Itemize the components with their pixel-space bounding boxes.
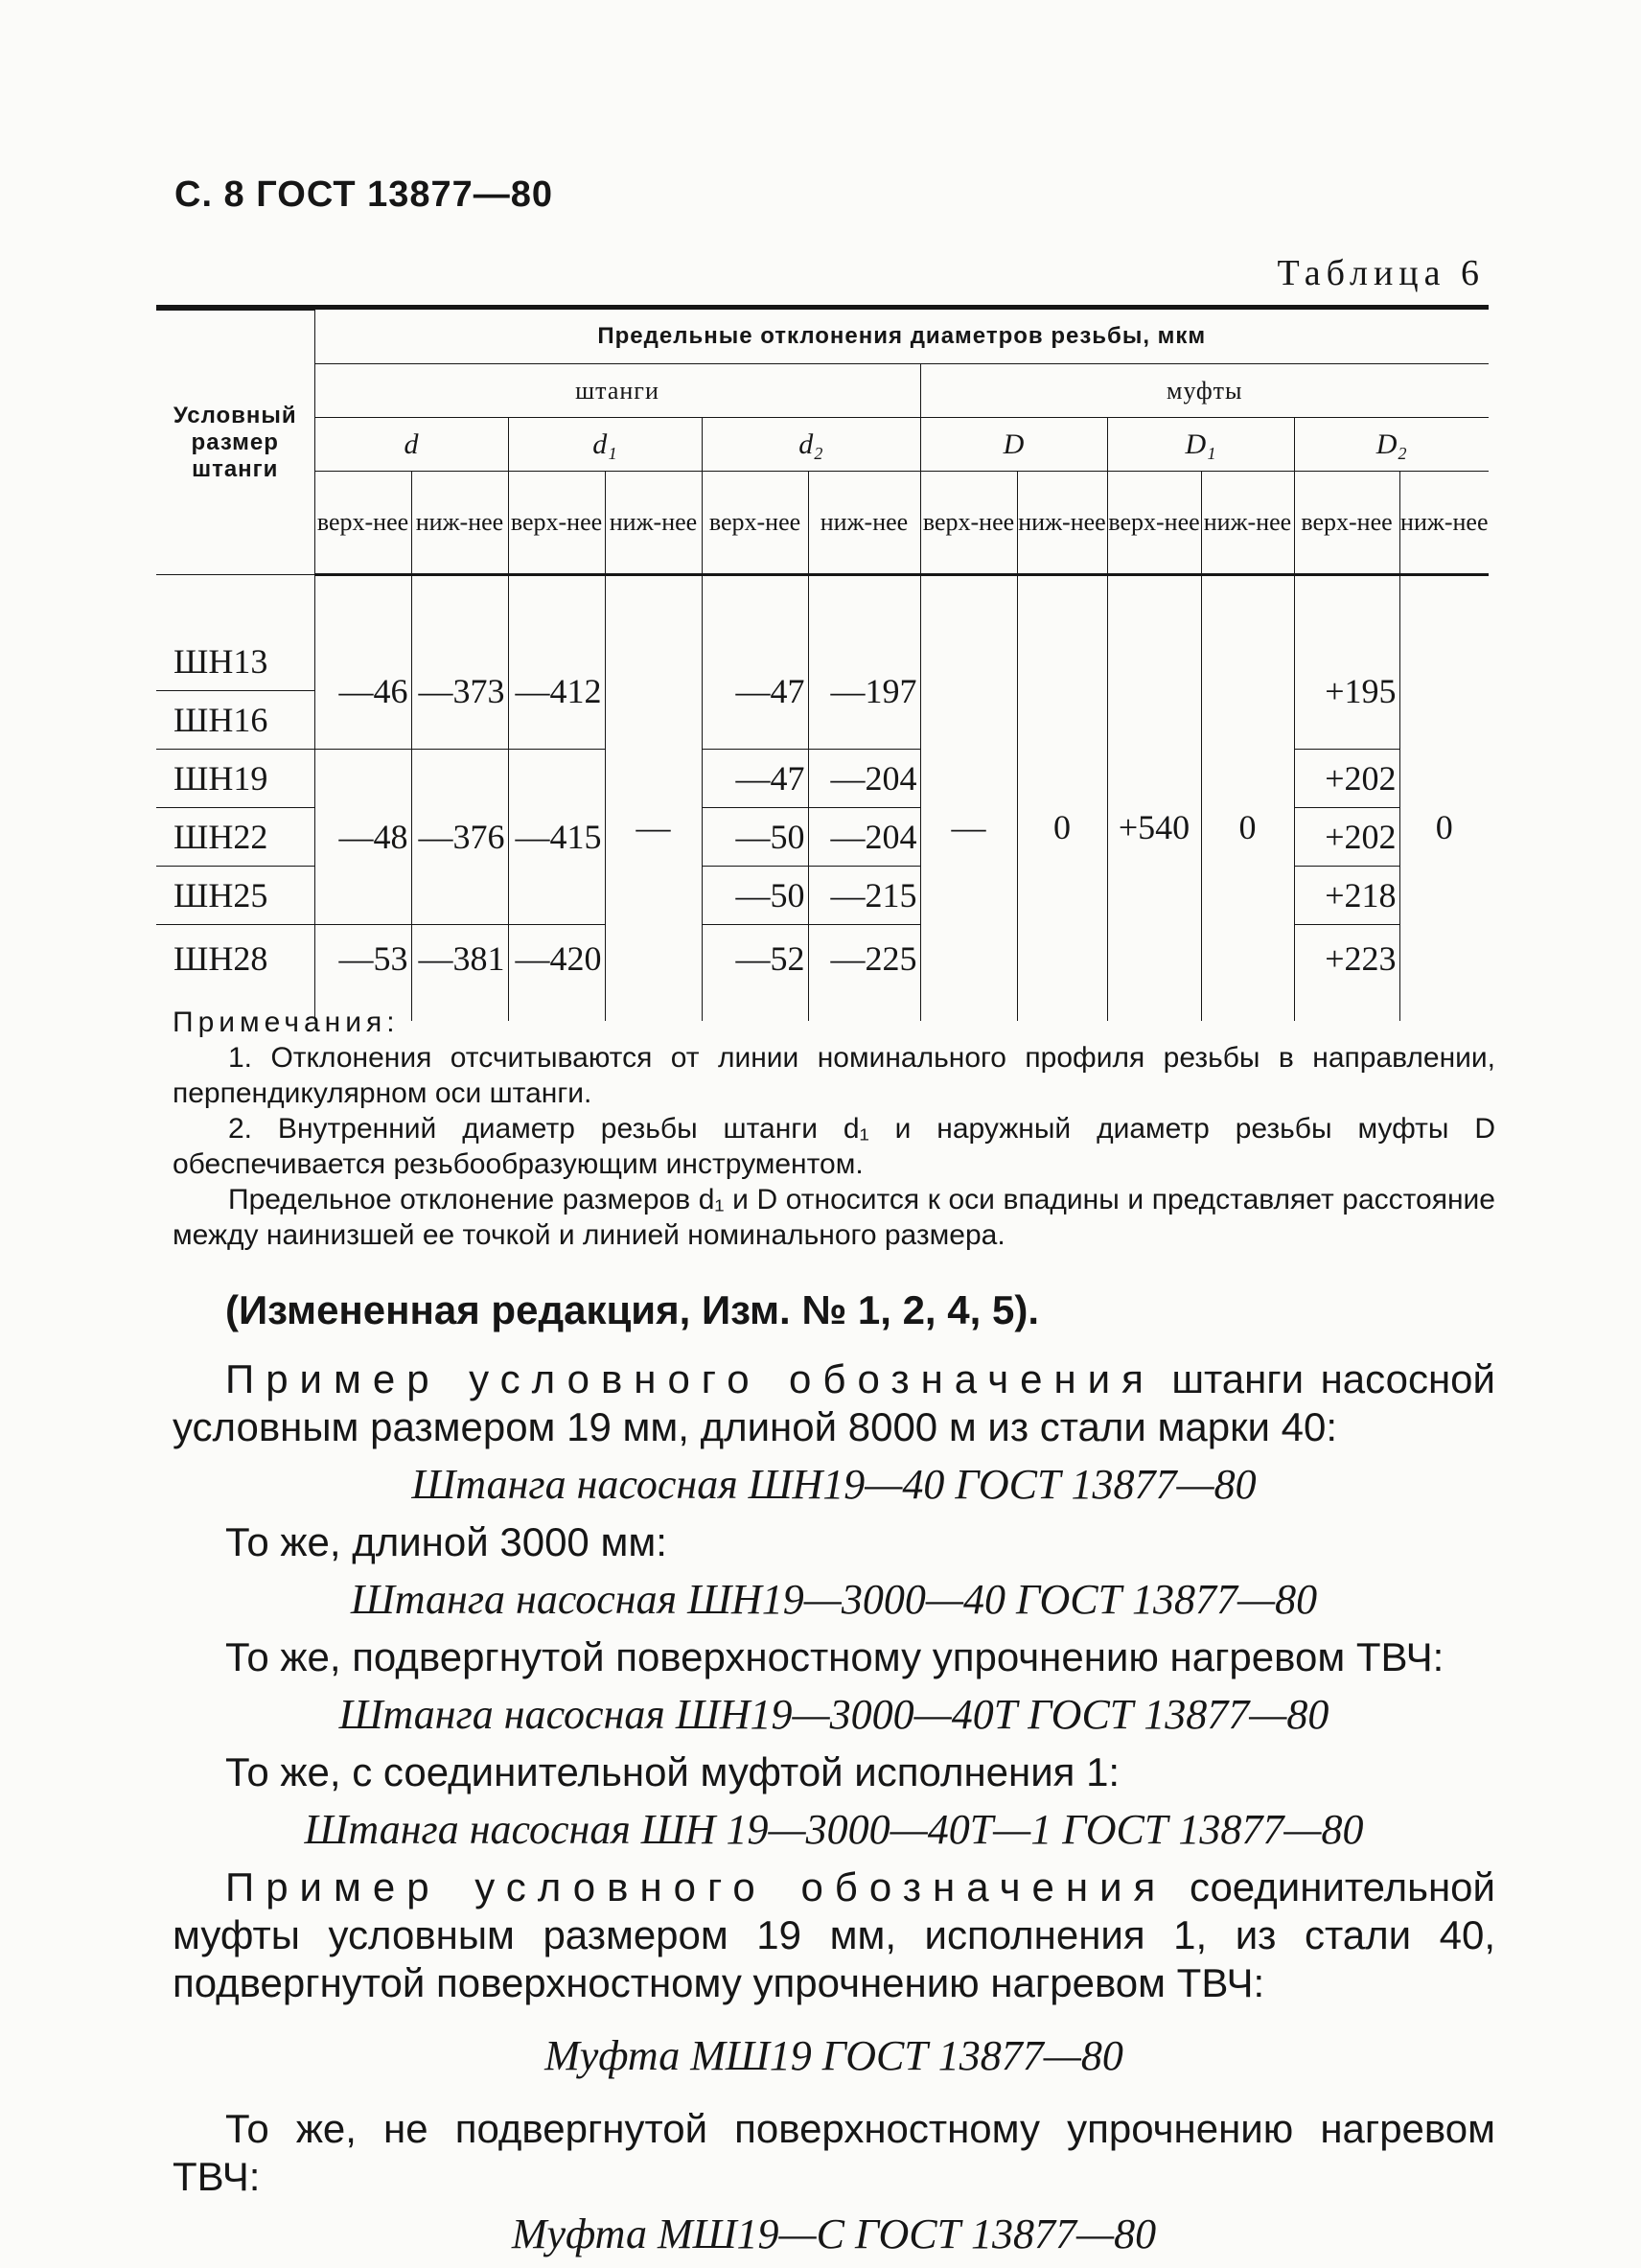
symbol-D2: D₂ (1294, 418, 1489, 472)
example-2-text: То же, длиной 3000 мм: (225, 1519, 667, 1564)
D2-upper-cell: +195 (1294, 575, 1399, 750)
d1-upper-cell: —412 (508, 575, 605, 750)
d-lower-cell: —376 (411, 750, 508, 925)
body-text (173, 1286, 1495, 2268)
size-cell: ШН19 (156, 750, 314, 808)
size-cell: ШН25 (156, 867, 314, 925)
d-upper-cell: —48 (314, 750, 411, 925)
d2-upper-cell: —47 (702, 575, 808, 750)
example-6-code: Муфта МШ19—С ГОСТ 13877—80 (511, 2210, 1157, 2257)
example-5-lead: Пример условного обозначения (225, 1864, 1167, 1909)
example-3-code: Штанга насосная ШН19—3000—40Т ГОСТ 13877—80 (338, 1691, 1329, 1738)
sub-header-lower: ниж-нее (808, 472, 920, 575)
page-header: С. 8 ГОСТ 13877—80 (174, 174, 554, 215)
size-cell: ШН13 (156, 575, 314, 691)
d2-lower-cell: —215 (808, 867, 920, 925)
D1-lower-cell: 0 (1201, 575, 1294, 1021)
note-1: 1. Отклонения отсчитываются от линии номинального профиля резьбы в направлении, перпендикулярном оси штанги. (173, 1042, 1495, 1109)
sub-header-lower: ниж-нее (605, 472, 702, 575)
sub-header-upper: верх-нее (508, 472, 605, 575)
sub-header-lower: ниж-нее (411, 472, 508, 575)
deviation-table-wrapper (156, 305, 1489, 1021)
example-1-intro (173, 1355, 1495, 1451)
sub-header-lower: ниж-нее (1201, 472, 1294, 575)
table-title: Таблица 6 (1277, 253, 1485, 293)
d2-lower-cell: —204 (808, 750, 920, 808)
example-2-code: Штанга насосная ШН19—3000—40 ГОСТ 13877—80 (350, 1576, 1318, 1623)
note-2: 2. Внутренний диаметр резьбы штанги d₁ и наружный диаметр резьбы муфты D обеспечивается резьбообразующим инструментом. (173, 1113, 1495, 1180)
col-header-size: Условный размер штанги (156, 311, 314, 575)
d-lower-cell: —381 (411, 925, 508, 1021)
d2-upper-cell: —47 (702, 750, 808, 808)
example-1-code: Штанга насосная ШН19—40 ГОСТ 13877—80 (411, 1461, 1257, 1508)
symbol-D1: D₁ (1107, 418, 1294, 472)
note-3: Предельное отклонение размеров d₁ и D относится к оси впадины и представляет расстояние между наинизшей ее точкой и линией номинального размера. (173, 1184, 1495, 1251)
example-5-code: Муфта МШ19 ГОСТ 13877—80 (544, 2032, 1123, 2079)
amendment-note: (Измененная редакция, Изм. № 1, 2, 4, 5). (225, 1287, 1039, 1332)
d2-upper-cell: —50 (702, 867, 808, 925)
sub-header-upper: верх-нее (1107, 472, 1201, 575)
d-upper-cell: —46 (314, 575, 411, 750)
example-3-text: То же, подвергнутой поверхностному упрочнению нагревом ТВЧ: (225, 1634, 1445, 1679)
example-1-text: штанги насосной условным размером 19 мм, длиной 8000 м из стали марки 40: (173, 1356, 1495, 1449)
notes-section (173, 1005, 1495, 1253)
sub-header-upper: верх-нее (920, 472, 1017, 575)
d2-upper-cell: —50 (702, 808, 808, 867)
d1-lower-cell: — (605, 575, 702, 1021)
shtangi-header: штанги (314, 364, 920, 418)
D2-lower-cell: 0 (1399, 575, 1489, 1021)
D2-upper-cell: +202 (1294, 750, 1399, 808)
d2-upper-cell: —52 (702, 925, 808, 1021)
example-6-text: То же, не подвергнутой поверхностному упрочнению нагревом ТВЧ: (173, 2106, 1495, 2199)
notes-caption: Примечания: (173, 1007, 400, 1038)
sub-header-upper: верх-нее (1294, 472, 1399, 575)
example-5-text: соединительной муфты условным размером 19 мм, исполнения 1, из стали 40, подвергнутой поверхностному упрочнению нагревом ТВЧ: (173, 1864, 1495, 2005)
d-upper-cell: —53 (314, 925, 411, 1021)
d1-upper-cell: —420 (508, 925, 605, 1021)
example-4-code: Штанга насосная ШН 19—3000—40Т—1 ГОСТ 13877—80 (304, 1806, 1364, 1853)
example-5-intro (173, 1863, 1495, 2007)
d2-lower-cell: —197 (808, 575, 920, 750)
d1-upper-cell: —415 (508, 750, 605, 925)
d2-lower-cell: —204 (808, 808, 920, 867)
mufty-header: муфты (920, 364, 1489, 418)
size-cell: ШН28 (156, 925, 314, 1021)
D1-upper-cell: +540 (1107, 575, 1201, 1021)
example-1-lead: Пример условного обозначения (225, 1356, 1155, 1401)
size-cell: ШН22 (156, 808, 314, 867)
symbol-d: d (314, 418, 508, 472)
D2-upper-cell: +218 (1294, 867, 1399, 925)
sub-header-upper: верх-нее (702, 472, 808, 575)
size-cell: ШН16 (156, 691, 314, 750)
d2-lower-cell: —225 (808, 925, 920, 1021)
symbol-D: D (920, 418, 1107, 472)
deviation-table (156, 310, 1489, 1021)
sub-header-upper: верх-нее (314, 472, 411, 575)
symbol-d1: d₁ (508, 418, 702, 472)
sub-header-lower: ниж-нее (1017, 472, 1107, 575)
D-lower-cell: 0 (1017, 575, 1107, 1021)
sub-header-lower: ниж-нее (1399, 472, 1489, 575)
D2-upper-cell: +202 (1294, 808, 1399, 867)
example-4-text: То же, с соединительной муфтой исполнения 1: (225, 1749, 1121, 1794)
D2-upper-cell: +223 (1294, 925, 1399, 1021)
group-header: Предельные отклонения диаметров резьбы, мкм (314, 311, 1489, 364)
D-upper-cell: — (920, 575, 1017, 1021)
symbol-d2: d₂ (702, 418, 920, 472)
d-lower-cell: —373 (411, 575, 508, 750)
